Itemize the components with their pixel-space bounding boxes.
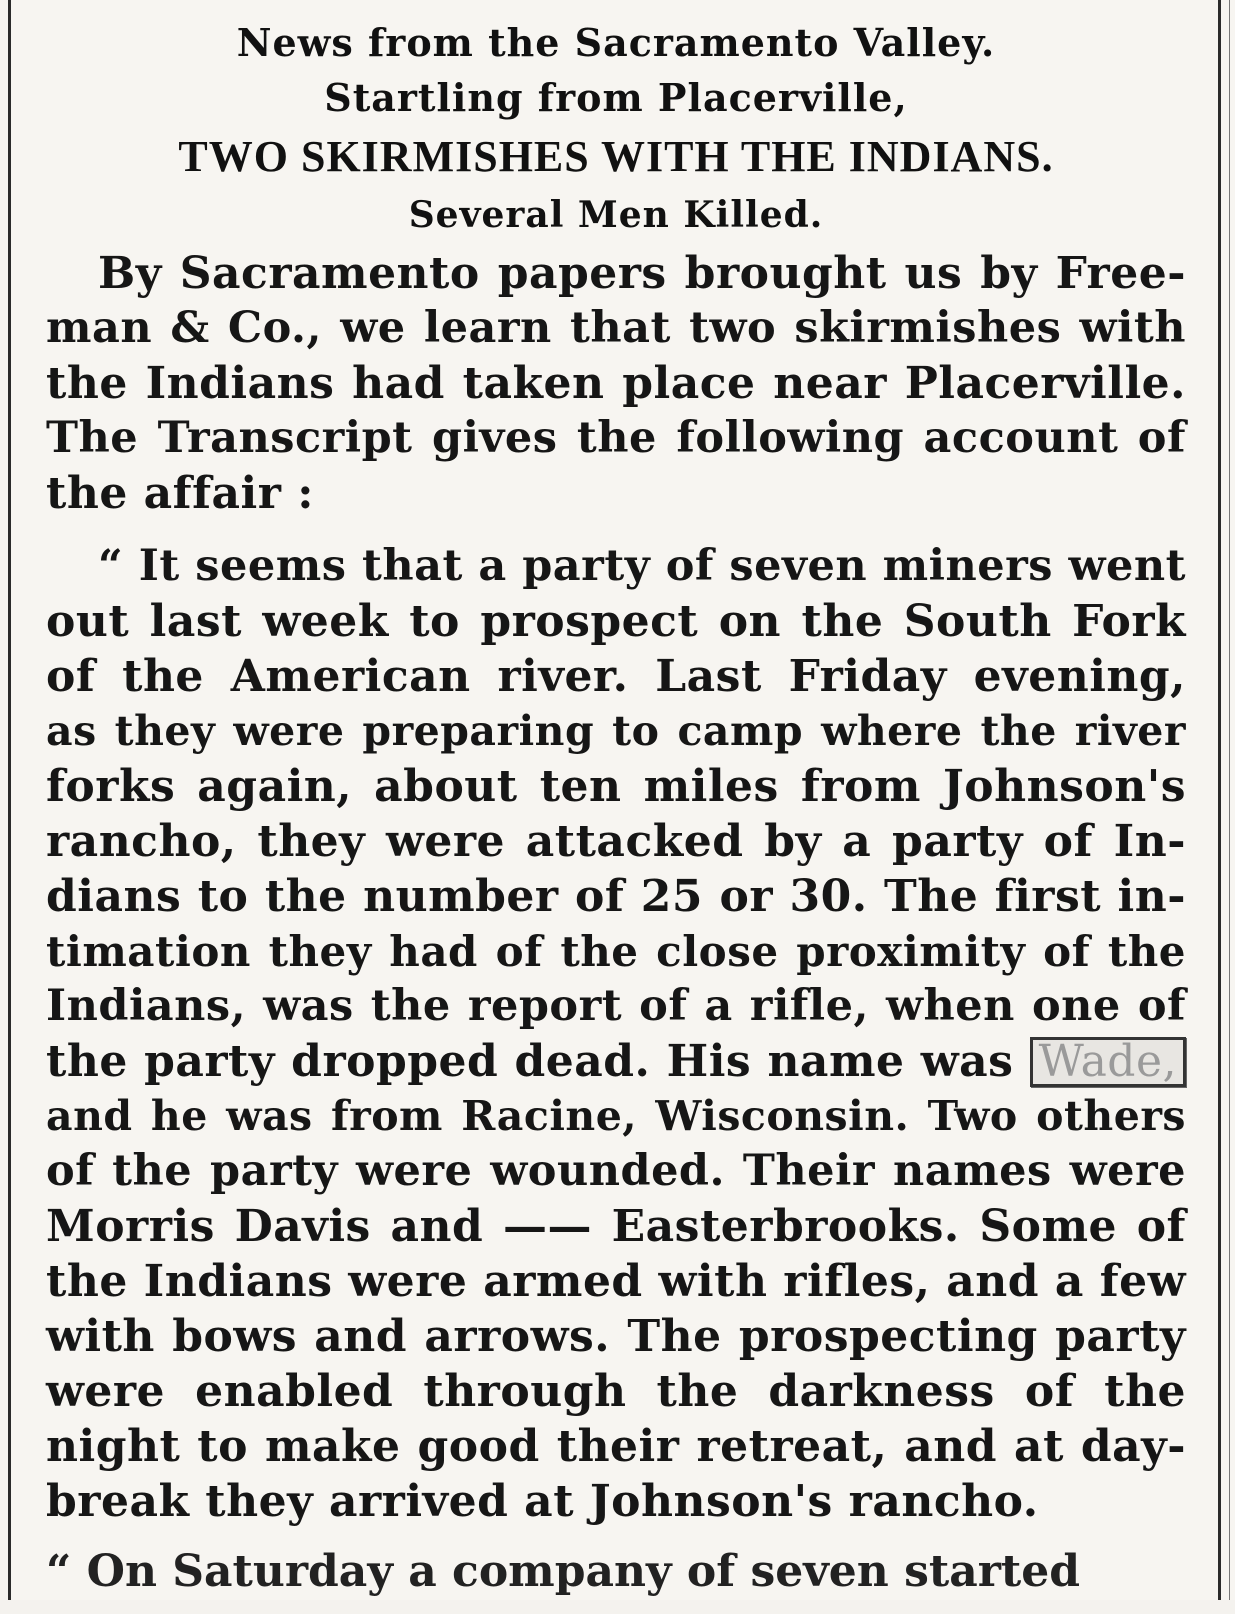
text-line: “ It seems that a party of seven miners went <box>98 541 1186 591</box>
text-line: and he was from Racine, Wisconsin. Two others <box>46 1092 1186 1140</box>
text-line: night to make good their retreat, and at day- <box>46 1421 1186 1472</box>
text-line: of the American river. Last Friday evening, <box>46 651 1186 702</box>
column-rule-left <box>8 0 11 1600</box>
text-line: were enabled through the darkness of the <box>46 1366 1186 1417</box>
text-line: Indians, was the report of a rifle, when one of <box>46 981 1186 1031</box>
text-line: timation they had of the close proximity of the <box>46 927 1186 976</box>
text-line: dians to the number of 25 or 30. The first in- <box>46 871 1186 922</box>
text-line: the Indians were armed with rifles, and a few <box>46 1256 1186 1307</box>
text-line: man & Co., we learn that two skirmishes with <box>46 303 1186 353</box>
text-line: The Transcript gives the following account of <box>46 413 1186 463</box>
headline-block <box>46 16 1186 242</box>
text-line: of the party were wounded. Their names were <box>46 1146 1186 1196</box>
highlighted-name-box: Wade, <box>1030 1037 1186 1087</box>
highlight-text-line <box>46 1034 1186 1089</box>
cutoff-text-line <box>46 1546 1186 1614</box>
text-line: forks again, about ten miles from Johnson's <box>46 761 1186 812</box>
text-line: Morris Davis and —— Easterbrooks. Some of <box>46 1201 1186 1252</box>
text-line: the affair : <box>46 468 314 519</box>
column-rule-right-thin <box>1229 0 1230 1600</box>
article-body <box>46 246 1186 1529</box>
article-column <box>46 16 1186 1529</box>
cutoff-text: “ On Saturday a company of seven started <box>46 1546 1080 1597</box>
highlight-line-prefix: the party dropped dead. His name was <box>46 1036 1030 1087</box>
paragraph-gap <box>46 521 1186 539</box>
paragraph-1 <box>46 246 1186 521</box>
text-line: with bows and arrows. The prospecting party <box>46 1311 1186 1362</box>
headline-3: TWO SKIRMISHES WITH THE INDIANS. <box>178 132 1054 181</box>
text-line: rancho, they were attacked by a party of In- <box>46 816 1186 867</box>
text-line: the Indians had taken place near Placerville. <box>46 358 1186 409</box>
text-line: break they arrived at Johnson's rancho. <box>46 1476 1039 1527</box>
paragraph-2 <box>46 539 1186 1529</box>
headline-4: Several Men Killed. <box>408 194 824 236</box>
text-line: out last week to prospect on the South Fork <box>46 596 1186 647</box>
text-line: as they were preparing to camp where the river <box>46 707 1186 755</box>
column-rule-right <box>1218 0 1221 1600</box>
text-line: By Sacramento papers brought us by Free- <box>98 248 1186 299</box>
headline-1: News from the Sacramento Valley. <box>236 20 996 65</box>
headline-2: Startling from Placerville, <box>324 75 908 120</box>
